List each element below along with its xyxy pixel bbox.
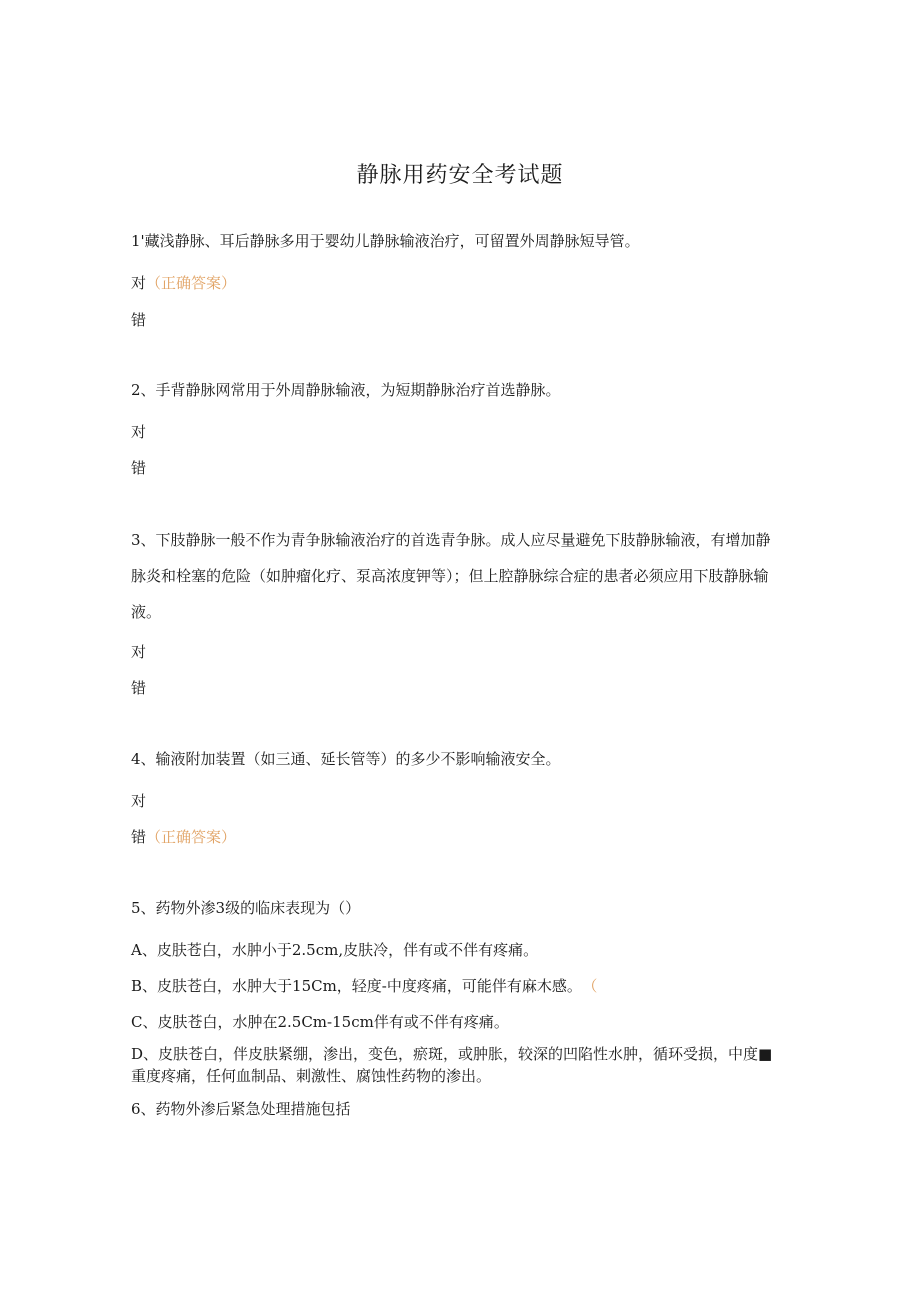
option-label: 错	[131, 459, 147, 477]
option-label: B、皮肤苍白，水肿大于15Cm，轻度-中度疼痛，可能伴有麻木感。	[131, 977, 582, 995]
question-4-option-true[interactable]	[131, 792, 146, 810]
option-label: 错	[131, 828, 147, 846]
question-3-option-true[interactable]	[131, 643, 146, 661]
question-5-option-a[interactable]	[131, 941, 538, 959]
question-5-stem: 5、药物外渗3级的临床表现为（）	[131, 899, 361, 917]
correct-answer-mark: （正确答案）	[146, 828, 237, 846]
question-1-option-true[interactable]	[131, 274, 236, 292]
question-3-option-false[interactable]	[131, 679, 146, 697]
question-5-option-b[interactable]	[131, 977, 597, 995]
option-label: 对	[131, 643, 147, 661]
option-label: D、皮肤苍白，伴皮肤紧绷，渗出，变色，瘀斑，或肿胀，较深的凹陷性水肿，循环受损，中度■重度疼痛，任何血制品、刺激性、腐蚀性药物的渗出。	[131, 1045, 773, 1085]
correct-answer-mark: （正确答案）	[146, 274, 237, 292]
option-label: 对	[131, 423, 147, 441]
question-2-option-true[interactable]	[131, 423, 146, 441]
page-title: 静脉用药安全考试题	[356, 163, 564, 188]
question-4-stem: 4、输液附加装置（如三通、延长管等）的多少不影响输液安全。	[131, 750, 561, 768]
option-label: 错	[131, 311, 147, 329]
question-3-stem: 3、下肢静脉一般不作为青争脉输液治疗的首选青争脉。成人应尽量避免下肢静脉输液，有增加静脉炎和栓塞的危险（如肿瘤化疗、泵高浓度钾等）；但上腔静脉综合症的患者必须应用下肢静脉输液。	[131, 531, 771, 621]
question-1-option-false[interactable]	[131, 311, 146, 329]
option-label: 对	[131, 274, 147, 292]
question-5-option-c[interactable]	[131, 1013, 509, 1031]
option-label: 错	[131, 679, 147, 697]
question-6-stem: 6、药物外渗后紧急处理措施包括	[131, 1100, 351, 1118]
question-4-option-false[interactable]	[131, 828, 236, 846]
question-1-stem: 1'藏浅静脉、耳后静脉多用于婴幼儿静脉输液治疗，可留置外周静脉短导管。	[131, 232, 640, 250]
option-label: 对	[131, 792, 147, 810]
option-label: C、皮肤苍白，水肿在2.5Cm-15cm伴有或不伴有疼痛。	[131, 1013, 509, 1031]
question-5-option-d[interactable]	[131, 1043, 781, 1087]
answer-mark-fragment: （	[589, 977, 598, 995]
question-2-stem: 2、手背静脉网常用于外周静脉输液，为短期静脉治疗首选静脉。	[131, 381, 561, 399]
question-2-option-false[interactable]	[131, 459, 146, 477]
option-label: A、皮肤苍白，水肿小于2.5cm,皮肤冷，伴有或不伴有疼痛。	[131, 941, 539, 959]
